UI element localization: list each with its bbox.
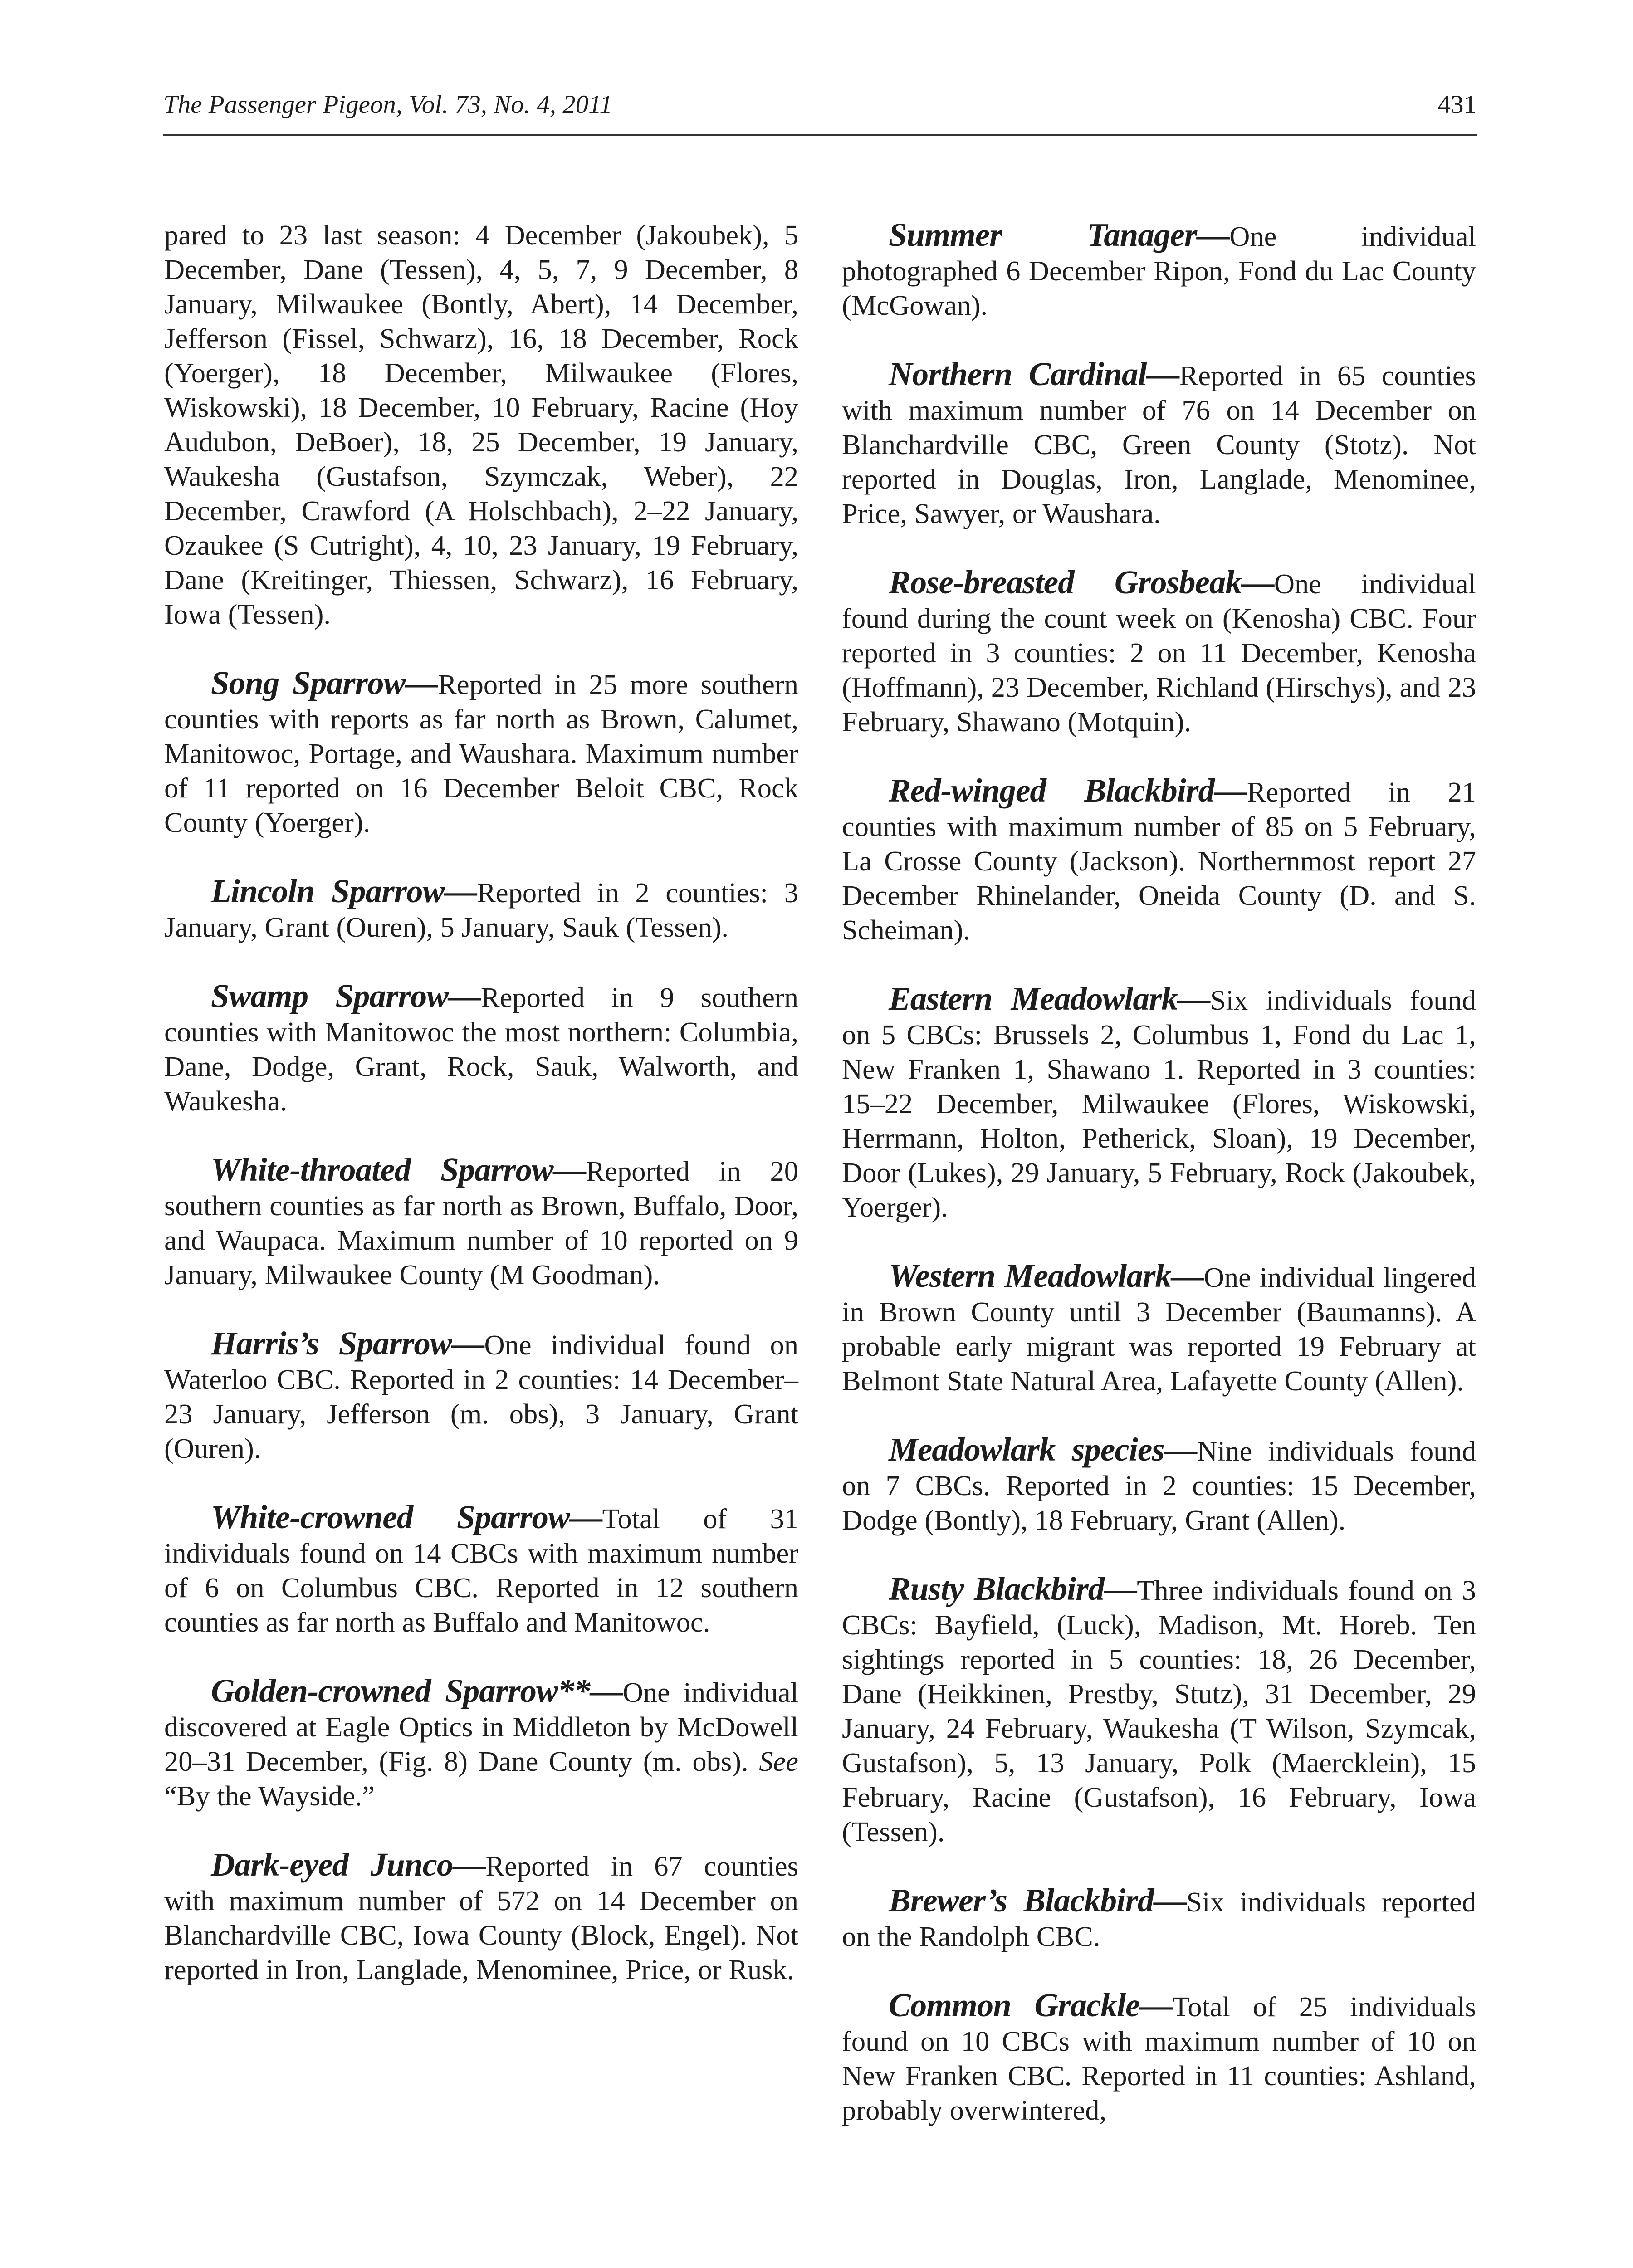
species-account: One individual found during the count week on (Kenosha) CBC. Four reported in 3 counties: 2 on 11 December, Kenosha (Hoffmann), 23 December, Richland (Hirschys), and 23 February, Shawano (Motquin). bbox=[842, 568, 1476, 738]
species-account: Reported in 65 counties with maximum number of 76 on 14 December on Blanchardville CBC, Green County (Stotz). Not reported in Douglas, Iron, Langlade, Menominee, Price, Sawyer, or Waushara. bbox=[842, 360, 1476, 529]
species-account: One individual lingered in Brown County until 3 December (Baumanns). A probable early migrant was reported 19 February at Belmont State Natural Area, Lafayette County (Allen). bbox=[842, 1261, 1476, 1397]
species-account: Total of 31 individuals found on 14 CBCs with maximum number of 6 on Columbus CBC. Reported in 12 southern counties as far north as Buffalo and Manitowoc. bbox=[164, 1503, 798, 1638]
species-name: Summer Tanager— bbox=[889, 216, 1230, 253]
species-name: Meadowlark species— bbox=[889, 1431, 1197, 1468]
running-head bbox=[163, 89, 1477, 136]
species-account: Nine individuals found on 7 CBCs. Reported in 2 counties: 15 December, Dodge (Bontly), 18 February, Grant (Allen). bbox=[842, 1435, 1476, 1536]
species-account: Reported in 25 more southern counties with reports as far north as Brown, Calumet, Manitowoc, Portage, and Waushara. Maximum number of 11 reported on 16 December Beloit CBC, Rock County (Yoerger). bbox=[164, 669, 798, 838]
species-account: One individual discovered at Eagle Optics in Middleton by McDowell 20–31 December, (Fig. 8) Dane County (m. obs). bbox=[164, 1677, 798, 1777]
species-name: Lincoln Sparrow— bbox=[211, 873, 477, 909]
species-name: Swamp Sparrow— bbox=[211, 978, 481, 1014]
species-account: Six individuals reported on the Randolph CBC. bbox=[842, 1886, 1476, 1952]
species-entry-red-winged-blackbird bbox=[842, 773, 1476, 947]
species-name: Rusty Blackbird— bbox=[889, 1570, 1137, 1607]
species-entry-eastern-meadowlark bbox=[842, 982, 1476, 1224]
species-name: White-throated Sparrow— bbox=[211, 1151, 586, 1188]
species-entry-summer-tanager bbox=[842, 218, 1476, 323]
left-column bbox=[164, 218, 798, 1987]
species-entry-lincoln-sparrow bbox=[164, 874, 798, 944]
species-account: Reported in 20 southern counties as far north as Brown, Buffalo, Door, and Waupaca. Maximum number of 10 reported on 9 January, Milwaukee County (M Goodman). bbox=[164, 1155, 798, 1290]
species-account: Total of 25 individuals found on 10 CBCs with maximum number of 10 on New Franken CBC. Reported in 11 counties: Ashland, probably overwintered, bbox=[842, 1991, 1476, 2126]
species-name: White-crowned Sparrow— bbox=[211, 1499, 602, 1535]
species-account: Reported in 9 southern counties with Manitowoc the most northern: Columbia, Dane, Dodge, Grant, Rock, Sauk, Walworth, and Waukesha. bbox=[164, 982, 799, 1117]
species-name: Golden-crowned Sparrow**— bbox=[211, 1672, 623, 1709]
journal-title: The Passenger Pigeon, Vol. 73, No. 4, 2011 bbox=[163, 90, 613, 119]
species-name: Northern Cardinal— bbox=[889, 356, 1179, 392]
species-name: Eastern Meadowlark— bbox=[889, 980, 1210, 1017]
species-name: Rose-breasted Grosbeak— bbox=[889, 564, 1274, 601]
species-account: Reported in 2 counties: 3 January, Grant (Ouren), 5 January, Sauk (Tessen). bbox=[164, 877, 798, 943]
species-name: Red-winged Blackbird— bbox=[889, 772, 1247, 809]
species-entry-rusty-blackbird bbox=[842, 1572, 1476, 1849]
species-entry-swamp-sparrow bbox=[164, 979, 798, 1118]
species-name: Western Meadowlark— bbox=[889, 1257, 1204, 1294]
species-entry-harriss-sparrow bbox=[164, 1326, 798, 1466]
species-entry-common-grackle bbox=[842, 1988, 1476, 2127]
species-account: Three individuals found on 3 CBCs: Bayfield, (Luck), Madison, Mt. Horeb. Ten sightings reported in 5 counties: 18, 26 December, Dane (Heikkinen, Prestby, Stutz), 31 December, 29 January, 24 February, Waukesha (T Wilson, Szymcak, Gustafson), 5, 13 January, Polk (Maercklein), 15 February, Racine (Gustafson), 16 February, Iowa (Tessen). bbox=[842, 1574, 1476, 1848]
species-entry-rose-breasted-grosbeak bbox=[842, 565, 1476, 739]
species-entry-white-crowned-sparrow bbox=[164, 1500, 798, 1639]
species-name: Song Sparrow— bbox=[211, 665, 438, 701]
species-entry-white-throated-sparrow bbox=[164, 1153, 798, 1292]
species-entry-golden-crowned-sparrow bbox=[164, 1674, 798, 1813]
species-entry-dark-eyed-junco bbox=[164, 1848, 798, 1987]
species-entry-meadowlark-species bbox=[842, 1432, 1476, 1537]
species-entry-northern-cardinal bbox=[842, 357, 1476, 531]
species-account: One individual found on Waterloo CBC. Reported in 2 counties: 14 December–23 January, Jefferson (m. obs), 3 January, Grant (Ouren). bbox=[164, 1329, 799, 1464]
species-name: Dark-eyed Junco— bbox=[211, 1846, 486, 1883]
page-number: 431 bbox=[1437, 90, 1477, 119]
species-account: Six individuals found on 5 CBCs: Brussels 2, Columbus 1, Fond du Lac 1, New Franken 1, Shawano 1. Reported in 3 counties: 15–22 December, Milwaukee (Flores, Wiskowski, Herrmann, Holton, Petherick, Sloan), 19 December, Door (Lukes), 29 January, 5 February, Rock (Jakoubek, Yoerger). bbox=[842, 984, 1476, 1223]
species-account: Reported in 21 counties with maximum number of 85 on 5 February, La Crosse County (Jackson). Northernmost report 27 December Rhinelander, Oneida County (D. and S. Scheiman). bbox=[842, 776, 1476, 946]
continued-paragraph: pared to 23 last season: 4 December (Jakoubek), 5 December, Dane (Tessen), 4, 5, 7, 9 December, 8 January, Milwaukee (Bontly, Abert), 14 December, Jefferson (Fissel, Schwarz), 16, 18 December, Rock (Yoerger), 18 December, Milwaukee (Flores, Wiskowski), 18 December, 10 February, Racine (Hoy Audubon, DeBoer), 18, 25 December, 19 January, Waukesha (Gustafson, Szymczak, Weber), 22 December, Crawford (A Holschbach), 2–22 January, Ozaukee (S Cutright), 4, 10, 23 January, 19 February, Dane (Kreitinger, Thiessen, Schwarz), 16 February, Iowa (Tessen). bbox=[164, 219, 798, 630]
species-account: Reported in 67 counties with maximum number of 572 on 14 December on Blanchardville CBC, Iowa County (Block, Engel). Not reported in Iron, Langlade, Menominee, Price, or Rusk. bbox=[164, 1850, 798, 1985]
species-entry-song-sparrow bbox=[164, 666, 798, 840]
species-account: One individual photographed 6 December Ripon, Fond du Lac County (McGowan). bbox=[842, 220, 1477, 321]
see-label: See bbox=[759, 1745, 798, 1777]
species-name: Brewer’s Blackbird— bbox=[889, 1882, 1187, 1919]
species-entry-brewers-blackbird bbox=[842, 1883, 1476, 1954]
species-entry-western-meadowlark bbox=[842, 1259, 1476, 1398]
right-column bbox=[842, 218, 1476, 2127]
species-name: Common Grackle— bbox=[889, 1987, 1173, 2024]
species-name: Harris’s Sparrow— bbox=[211, 1325, 484, 1362]
cross-reference: “By the Wayside.” bbox=[164, 1780, 375, 1812]
